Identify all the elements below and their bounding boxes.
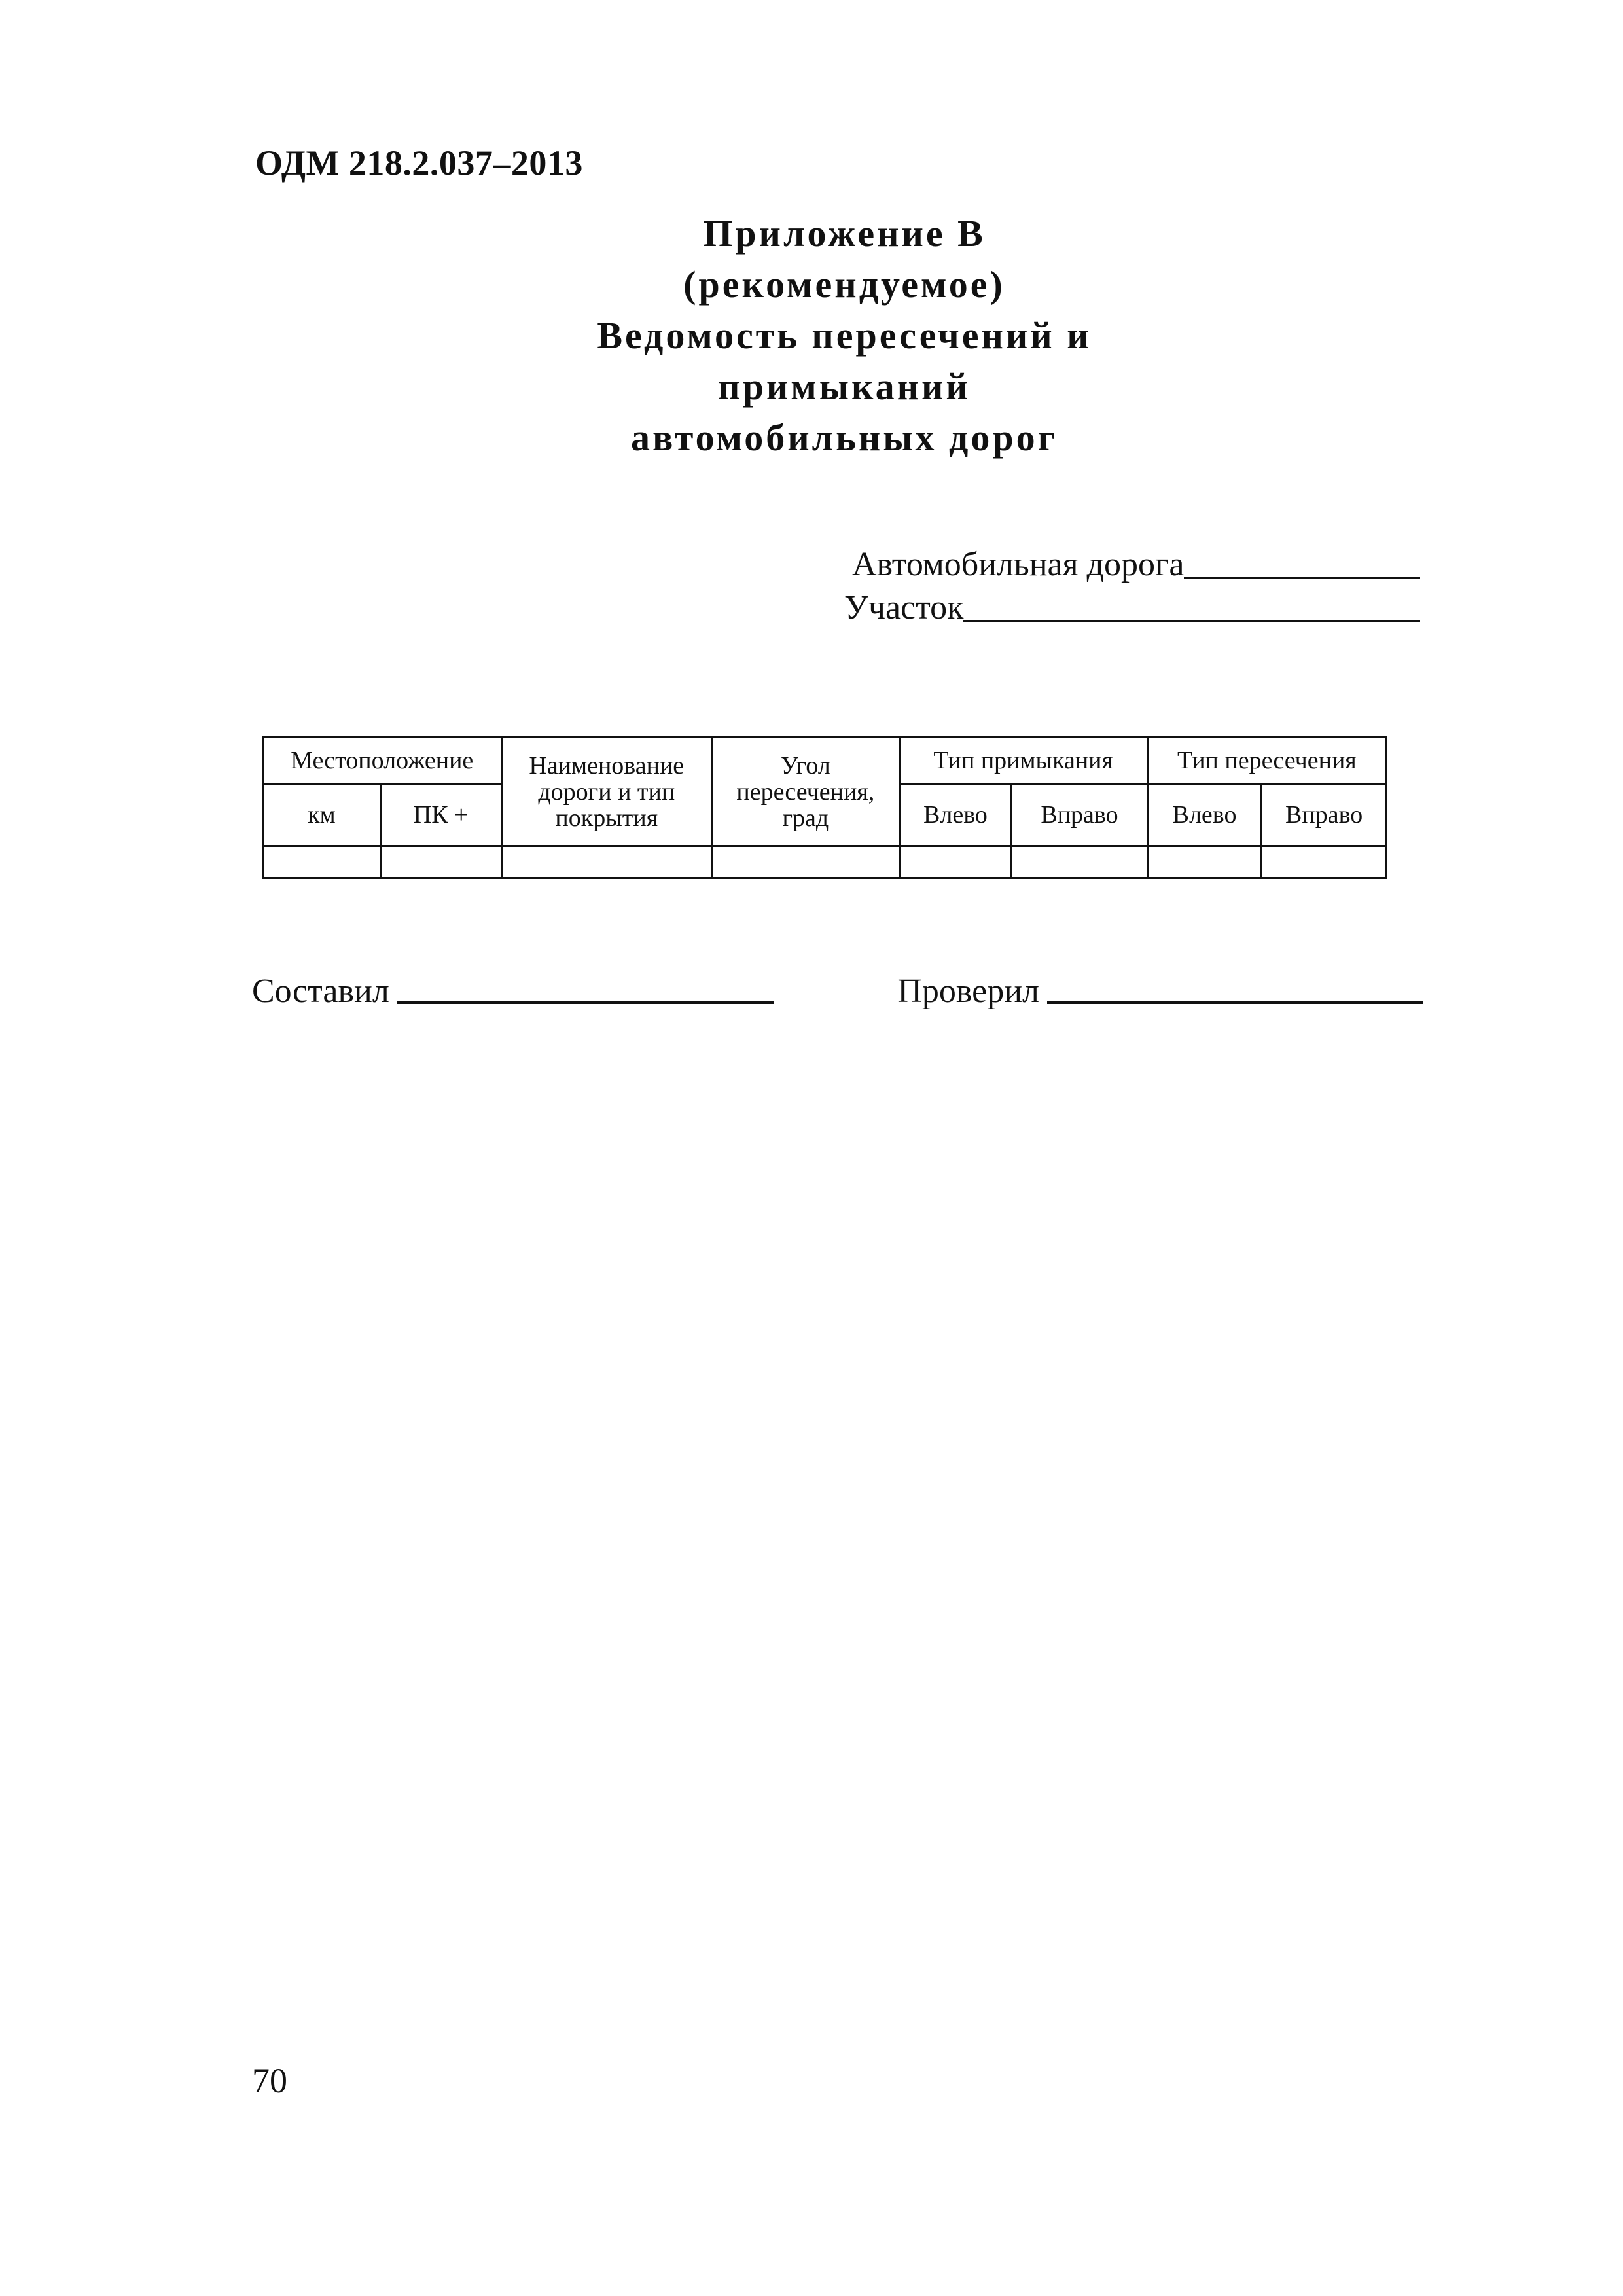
header-km: км: [263, 784, 381, 846]
appendix-subject-line-1: Ведомость пересечений и примыканий: [597, 314, 1092, 408]
cell-road-name[interactable]: [501, 846, 712, 878]
signatures: [252, 972, 1423, 1011]
cell-pk[interactable]: [380, 846, 501, 878]
cell-junction-right[interactable]: [1012, 846, 1148, 878]
compiled-by-line[interactable]: [397, 1001, 774, 1004]
table-header-row-1: [263, 738, 1387, 784]
header-junction-type: Тип примыкания: [899, 738, 1147, 784]
header-junction-left: Влево: [899, 784, 1012, 846]
appendix-title: [0, 208, 1623, 463]
road-fill-line[interactable]: [1184, 576, 1420, 579]
compiled-by-field[interactable]: [252, 972, 774, 1011]
appendix-status: (рекомендуемое): [683, 263, 1005, 306]
cell-crossing-left[interactable]: [1147, 846, 1262, 878]
header-location: Местоположение: [263, 738, 502, 784]
document-code: ОДМ 218.2.037–2013: [255, 143, 583, 183]
road-label: Автомобильная дорога: [852, 546, 1185, 583]
checked-by-label: Проверил: [897, 973, 1039, 1010]
road-field[interactable]: [844, 543, 1420, 586]
header-crossing-right: Вправо: [1262, 784, 1387, 846]
appendix-subject-line-2: автомобильных дорог: [630, 416, 1058, 459]
cell-junction-left[interactable]: [899, 846, 1012, 878]
header-crossing-left: Влево: [1147, 784, 1262, 846]
road-info: [844, 543, 1420, 630]
compiled-by-label: Составил: [252, 973, 389, 1010]
cell-km[interactable]: [263, 846, 381, 878]
header-pk: ПК +: [380, 784, 501, 846]
table-row: [263, 846, 1387, 878]
header-angle: Угол пересечения, град: [712, 738, 900, 846]
header-crossing-type: Тип пересечения: [1147, 738, 1386, 784]
intersections-table: [262, 736, 1387, 879]
section-fill-line[interactable]: [963, 619, 1420, 622]
checked-by-field[interactable]: [897, 972, 1423, 1011]
header-junction-right: Вправо: [1012, 784, 1148, 846]
cell-crossing-right[interactable]: [1262, 846, 1387, 878]
header-road-name: Наименование дороги и тип покрытия: [501, 738, 712, 846]
section-field[interactable]: [844, 586, 1420, 630]
section-label: Участок: [844, 589, 964, 626]
cell-angle[interactable]: [712, 846, 900, 878]
appendix-heading: Приложение В: [703, 212, 986, 255]
page-number: 70: [252, 2061, 287, 2100]
checked-by-line[interactable]: [1047, 1001, 1423, 1004]
